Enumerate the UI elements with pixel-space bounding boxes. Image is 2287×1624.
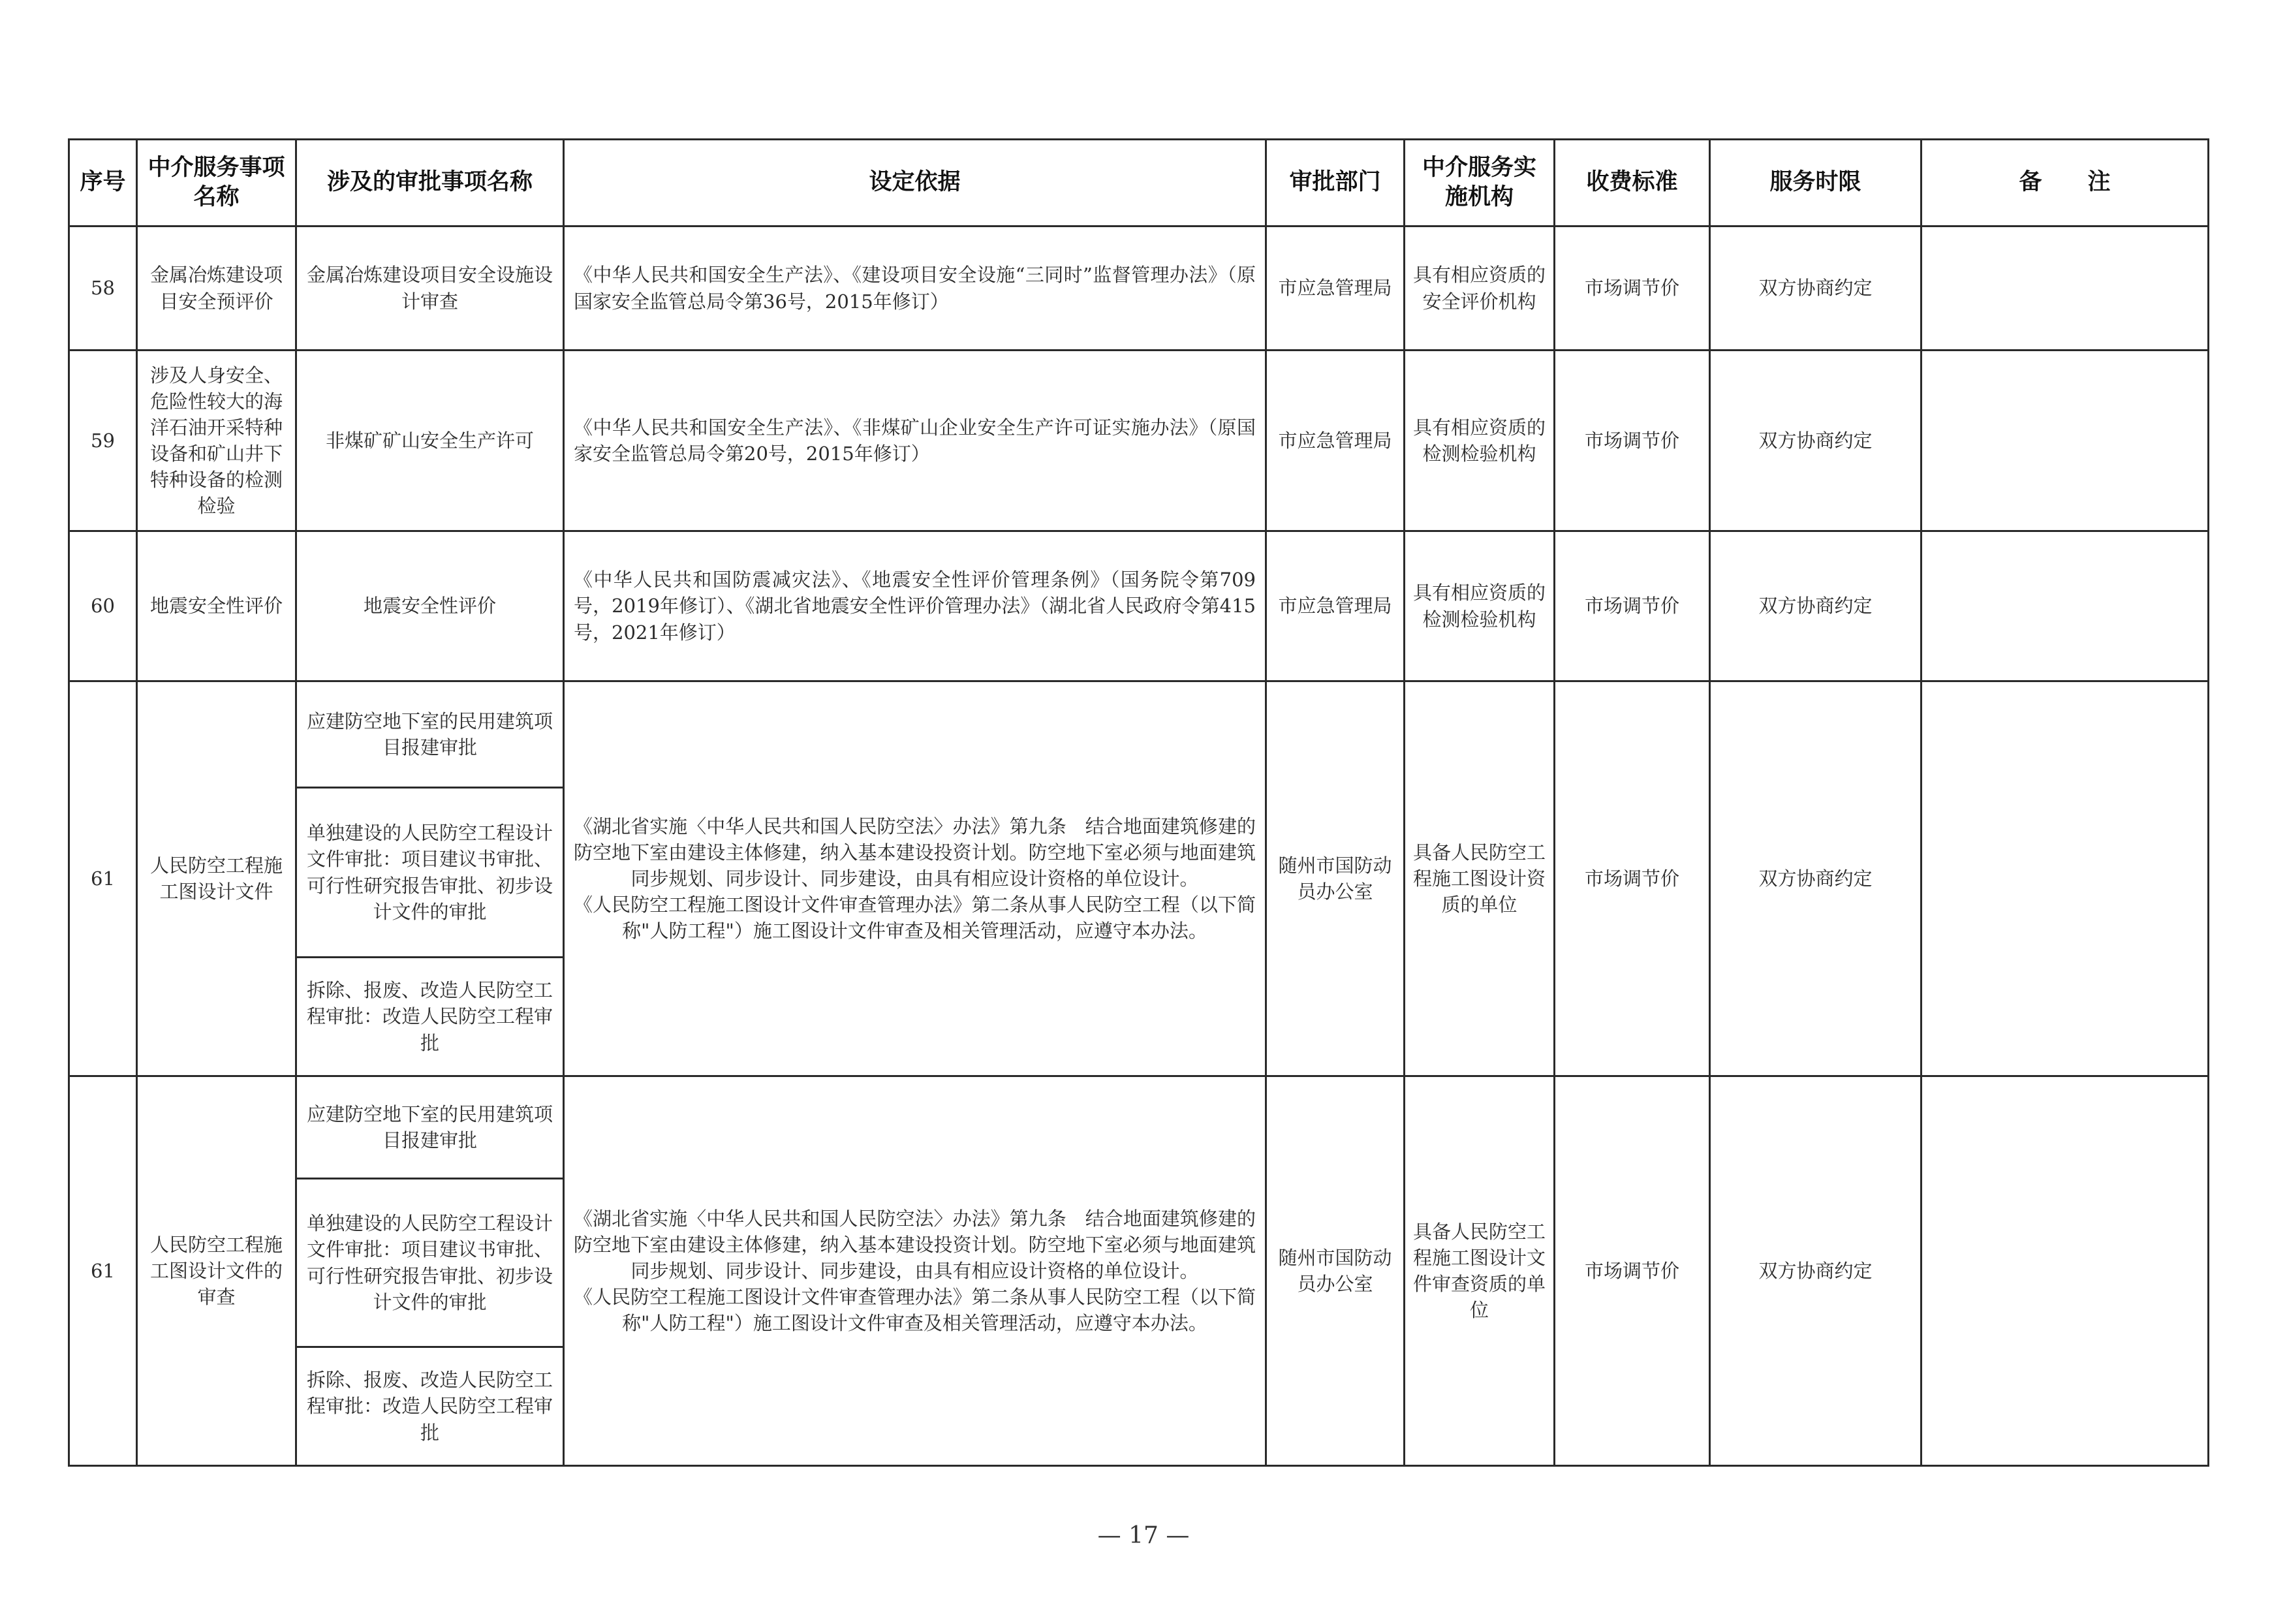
row-fee: 市场调节价 bbox=[1555, 1076, 1710, 1466]
row-department: 随州市国防动员办公室 bbox=[1266, 1076, 1405, 1466]
table-row bbox=[69, 226, 2209, 351]
row-service-name: 涉及人身安全、危险性较大的海洋石油开采特种设备和矿山井下特种设备的检测检验 bbox=[137, 351, 296, 531]
row-remarks bbox=[1921, 351, 2209, 531]
row-institution: 具备人民防空工程施工图设计文件审查资质的单位 bbox=[1405, 1076, 1555, 1466]
row-department: 市应急管理局 bbox=[1266, 531, 1405, 681]
row-fee: 市场调节价 bbox=[1555, 226, 1710, 351]
header-seq: 序号 bbox=[69, 140, 137, 226]
row-service-name: 地震安全性评价 bbox=[137, 531, 296, 681]
row-department: 市应急管理局 bbox=[1266, 226, 1405, 351]
row-seq: 58 bbox=[69, 226, 137, 351]
row-institution: 具有相应资质的检测检验机构 bbox=[1405, 531, 1555, 681]
table-row bbox=[69, 531, 2209, 681]
row-institution: 具备人民防空工程施工图设计资质的单位 bbox=[1405, 681, 1555, 1076]
header-row bbox=[69, 140, 2209, 226]
row-seq: 61 bbox=[69, 681, 137, 1076]
row-seq: 59 bbox=[69, 351, 137, 531]
row-department: 随州市国防动员办公室 bbox=[1266, 681, 1405, 1076]
header-department: 审批部门 bbox=[1266, 140, 1405, 226]
row-approval-item: 拆除、报废、改造人民防空工程审批：改造人民防空工程审批 bbox=[296, 958, 564, 1076]
basis-paragraph: 《湖北省实施〈中华人民共和国人民防空法〉办法》第九条 结合地面建筑修建的防空地下室由建设主体修建，纳入基本建设投资计划。防空地下室必须与地面建筑同步规划、同步设计、同步建设，由具有相应设计资格的单位设计。 bbox=[574, 815, 1256, 890]
basis-paragraph: 《人民防空工程施工图设计文件审查管理办法》第二条从事人民防空工程（以下简称"人防工程"）施工图设计文件审查及相关管理活动，应遵守本办法。 bbox=[574, 894, 1256, 943]
row-approval-item: 地震安全性评价 bbox=[296, 531, 564, 681]
row-basis: 《中华人民共和国安全生产法》、《建设项目安全设施“三同时”监督管理办法》（原国家安全监管总局令第36号，2015年修订） bbox=[564, 226, 1266, 351]
header-basis: 设定依据 bbox=[564, 140, 1266, 226]
row-department: 市应急管理局 bbox=[1266, 351, 1405, 531]
row-basis: 《中华人民共和国防震减灾法》、《地震安全性评价管理条例》（国务院令第709号，2019年修订）、《湖北省地震安全性评价管理办法》（湖北省人民政府令第415号，2021年修订） bbox=[564, 531, 1266, 681]
row-basis bbox=[564, 1076, 1266, 1466]
header-service-name: 中介服务事项名称 bbox=[137, 140, 296, 226]
row-seq: 60 bbox=[69, 531, 137, 681]
basis-paragraph: 《人民防空工程施工图设计文件审查管理办法》第二条从事人民防空工程（以下简称"人防工程"）施工图设计文件审查及相关管理活动，应遵守本办法。 bbox=[574, 1286, 1256, 1335]
row-approval-item: 单独建设的人民防空工程设计文件审批：项目建议书审批、可行性研究报告审批、初步设计文件的审批 bbox=[296, 788, 564, 958]
row-institution: 具有相应资质的安全评价机构 bbox=[1405, 226, 1555, 351]
header-fee: 收费标准 bbox=[1555, 140, 1710, 226]
row-time-limit: 双方协商约定 bbox=[1710, 226, 1921, 351]
header-remarks: 备 注 bbox=[1921, 140, 2209, 226]
row-time-limit: 双方协商约定 bbox=[1710, 681, 1921, 1076]
header-approval-items: 涉及的审批事项名称 bbox=[296, 140, 564, 226]
table-row bbox=[69, 1076, 2209, 1179]
row-seq: 61 bbox=[69, 1076, 137, 1466]
header-institution: 中介服务实施机构 bbox=[1405, 140, 1555, 226]
row-approval-item: 单独建设的人民防空工程设计文件审批：项目建议书审批、可行性研究报告审批、初步设计文件的审批 bbox=[296, 1179, 564, 1347]
row-institution: 具有相应资质的检测检验机构 bbox=[1405, 351, 1555, 531]
row-service-name: 金属冶炼建设项目安全预评价 bbox=[137, 226, 296, 351]
row-remarks bbox=[1921, 226, 2209, 351]
row-service-name: 人民防空工程施工图设计文件 bbox=[137, 681, 296, 1076]
row-basis bbox=[564, 681, 1266, 1076]
row-time-limit: 双方协商约定 bbox=[1710, 531, 1921, 681]
row-approval-item: 金属冶炼建设项目安全设施设计审查 bbox=[296, 226, 564, 351]
row-remarks bbox=[1921, 531, 2209, 681]
row-fee: 市场调节价 bbox=[1555, 681, 1710, 1076]
row-service-name: 人民防空工程施工图设计文件的审查 bbox=[137, 1076, 296, 1466]
row-remarks bbox=[1921, 1076, 2209, 1466]
page-number: — 17 — bbox=[1097, 1522, 1190, 1549]
table-row bbox=[69, 351, 2209, 531]
row-remarks bbox=[1921, 681, 2209, 1076]
header-time-limit: 服务时限 bbox=[1710, 140, 1921, 226]
row-fee: 市场调节价 bbox=[1555, 351, 1710, 531]
row-approval-item: 应建防空地下室的民用建筑项目报建审批 bbox=[296, 681, 564, 788]
row-time-limit: 双方协商约定 bbox=[1710, 1076, 1921, 1466]
table-row bbox=[69, 681, 2209, 788]
row-basis: 《中华人民共和国安全生产法》、《非煤矿山企业安全生产许可证实施办法》（原国家安全监管总局令第20号，2015年修订） bbox=[564, 351, 1266, 531]
row-fee: 市场调节价 bbox=[1555, 531, 1710, 681]
row-approval-item: 应建防空地下室的民用建筑项目报建审批 bbox=[296, 1076, 564, 1179]
basis-paragraph: 《湖北省实施〈中华人民共和国人民防空法〉办法》第九条 结合地面建筑修建的防空地下室由建设主体修建，纳入基本建设投资计划。防空地下室必须与地面建筑同步规划、同步设计、同步建设，由具有相应设计资格的单位设计。 bbox=[574, 1207, 1256, 1282]
row-time-limit: 双方协商约定 bbox=[1710, 351, 1921, 531]
intermediary-service-table bbox=[68, 138, 2209, 1467]
row-approval-item: 拆除、报废、改造人民防空工程审批：改造人民防空工程审批 bbox=[296, 1347, 564, 1466]
row-approval-item: 非煤矿矿山安全生产许可 bbox=[296, 351, 564, 531]
